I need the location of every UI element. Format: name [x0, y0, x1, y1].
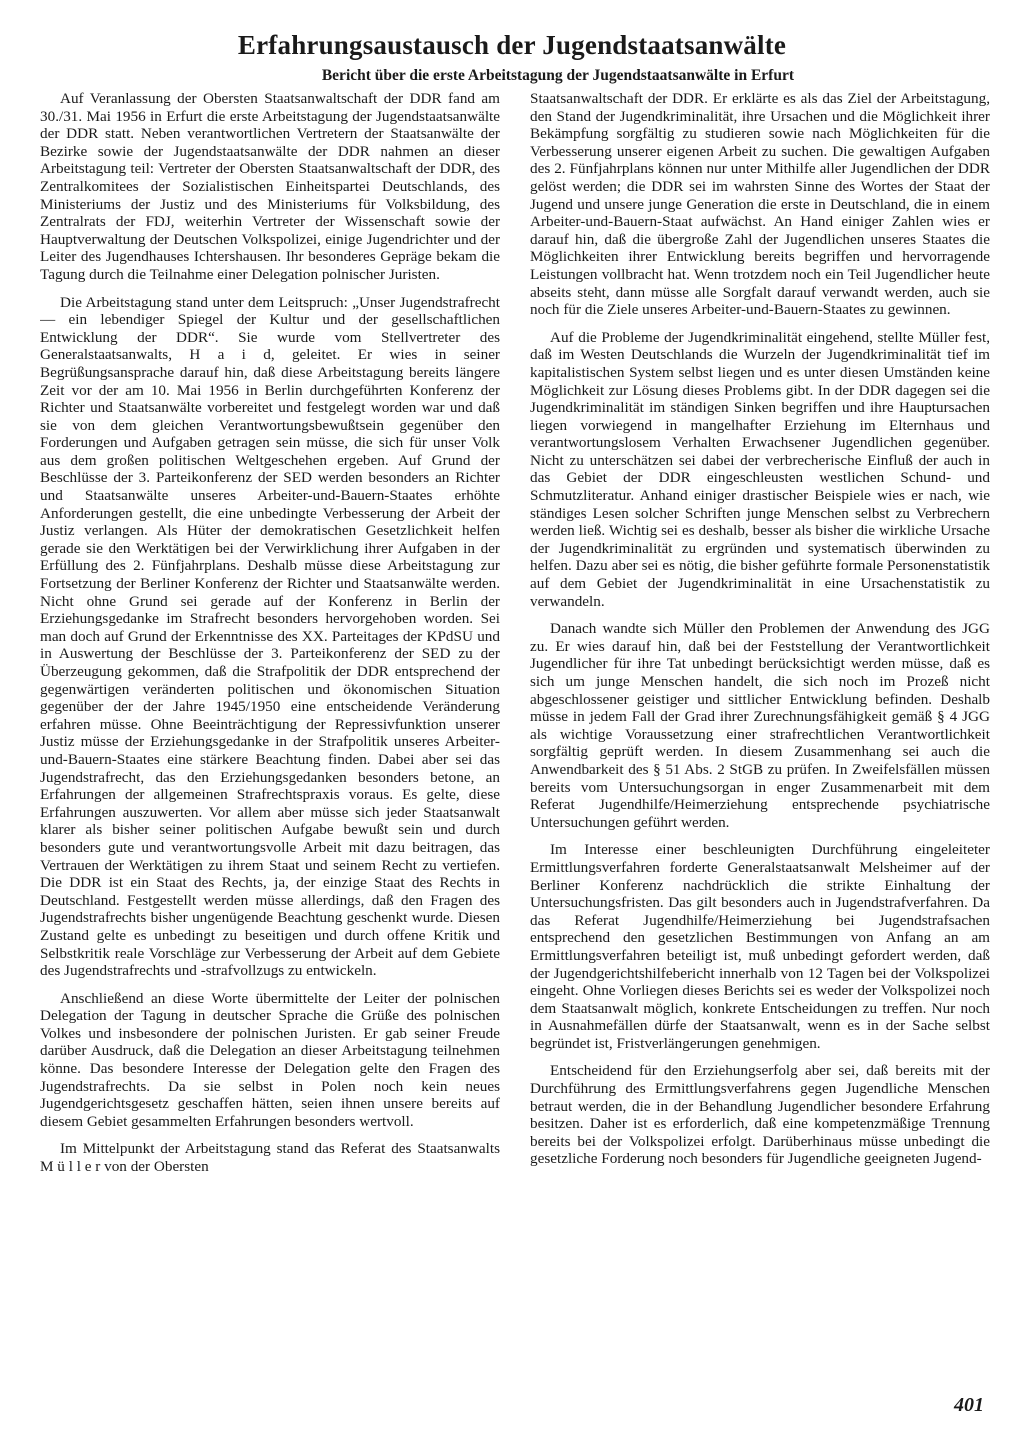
paragraph: Entscheidend für den Erziehungserfolg aber sei, daß bereits mit der Durchführung des Ermittlungsverfahrens gegen Jugendliche Menschen betraut werden, die in der Behandlung Jugendlicher besondere Erfahrung besitzen. Daher ist es erforderlich, daß eine kompetenzmäßige Trennung bereits bei der Volkspolizei erfolgt. Darüberhinaus müsse unbedingt die gesetzliche Forderung noch besonders für Jugendliche geeigneten Jugend- — [530, 1062, 990, 1168]
right-column — [530, 90, 990, 1370]
paragraph: Im Interesse einer beschleunigten Durchführung eingeleiteter Ermittlungsverfahren forderte Generalstaatsanwalt Melsheimer auf der Berliner Konferenz nachdrücklich die strikte Einhaltung der Untersuchungsfristen. Das gilt besonders auch in Jugendstrafverfahren. Da das Referat Jugendhilfe/Heimerziehung bei Jugendstrafsachen entsprechend den gesetzlichen Bestimmungen von Anfang an am Ermittlungsverfahren beteiligt ist, muß unbedingt gefordert werden, daß der Jugendgerichtshilfebericht innerhalb von 12 Tagen bei der Volkspolizei eingeht. Ohne Vorliegen dieses Berichts sei es weder der Volkspolizei noch dem Staatsanwalt möglich, konkrete Entscheidungen zu treffen. Nur noch in Ausnahmefällen dürfe der Staatsanwalt, wenn es in der Sache selbst begründet ist, Fristverlängerungen genehmigen. — [530, 841, 990, 1052]
article-title: Erfahrungsaustausch der Jugendstaatsanwälte — [237, 30, 787, 60]
paragraph: Danach wandte sich Müller den Problemen der Anwendung des JGG zu. Er wies darauf hin, daß bei der Feststellung der Verantwortlichkeit Jugendlicher für ihre Tat unbedingt berücksichtigt werden müsse, daß es sich um junge Menschen handelt, die sich noch im Prozeß nicht abgeschlossener geistiger und sittlicher Entwicklung befinden. Deshalb müsse in jedem Fall der Grad ihrer Zurechnungsfähigkeit gemäß § 4 JGG als wichtige Voraussetzung einer strafrechtlichen Verantwortlichkeit sorgfältig geprüft werden. In diesem Zusammenhang sei auch die Anwendbarkeit des § 51 Abs. 2 StGB zu prüfen. In Zweifelsfällen müssen bereits vom Untersuchungsorgan in enger Zusammenarbeit mit dem Referat Jugendhilfe/Heimerziehung entsprechende psychiatrische Untersuchungen geführt werden. — [530, 620, 990, 831]
paragraph: Auf die Probleme der Jugendkriminalität eingehend, stellte Müller fest, daß im Westen Deutschlands die Wurzeln der Jugendkriminalität tief im kapitalistischen System selbst liegen und es unter diesen Umständen keine Möglichkeit zur Lösung dieses Problems gibt. In der DDR dagegen sei die Jugendkriminalität im ständigen Sinken begriffen und ihre Hauptursachen liegen vorwiegend in mangelhafter Erziehung im Elternhaus und verantwortungslosem Verhalten Erwachsener Jugendlichen gegenüber. Nicht zu unterschätzen sei dabei der verbrecherische Einfluß der auch in das Gebiet der DDR eingeschleusten westlichen Schund- und Schmutzliteratur. Anhand einiger drastischer Beispiele wies er nach, wie ständiges Lesen solcher Schriften junge Menschen selbst zu Verbrechern werden ließ. Wichtig sei es deshalb, besser als bisher die wirkliche Ursache der Jugendkriminalität zu ergründen und systematisch überwinden zu helfen. Dazu aber sei es nötig, die bisher geführte formale Personenstatistik auf dem Gebiet der Jugendkriminalität in eine Ursachenstatistik zu verwandeln. — [530, 328, 990, 610]
article-subtitle: Bericht über die erste Arbeitstagung der Jugendstaatsanwälte in Erfurt — [321, 67, 794, 84]
page-number: 401 — [954, 1394, 984, 1416]
paragraph: Die Arbeitstagung stand unter dem Leitspruch: „Unser Jugendstrafrecht — ein lebendiger Spiegel der Kultur und der gesellschaftlichen Entwicklung der DDR“. Sie wurde vom Stellvertreter des Generalstaatsanwalts, H a i d, geleitet. Er wies in seiner Begrüßungsansprache darauf hin, daß diese Arbeitstagung bereits längere Zeit vor der am 10. Mai 1956 in Berlin durchgeführten Konferenz der Richter und Staatsanwälte vorbereitet und festgelegt worden war und daß sie von dem gleichen Verantwortungsbewußtsein gegenüber den Forderungen und Aufgaben getragen sein müsse, die sich für unser Volk aus dem großen politischen Weltgeschehen ergeben. Auf Grund der Beschlüsse der 3. Parteikonferenz der SED werden besonders an Richter und Staatsanwälte unseres Arbeiter-und-Bauern-Staates erhöhte Anforderungen gestellt, die eine unbedingte Verbesserung der Arbeit der Justiz verlangen. Als Hüter der demokratischen Gesetzlichkeit helfen gerade sie den Werktätigen bei der Verwirklichung ihrer Aufgaben in der Erfüllung des 2. Fünfjahrplans. Deshalb müsse diese Arbeitstagung zur Fortsetzung der Berliner Konferenz der Richter und Staatsanwälte werden. Nicht ohne Grund sei gerade auf der Konferenz in Berlin der Erziehungsgedanke im Strafrecht besonders hervorgehoben worden. Sei man doch auf Grund der Erkenntnisse des XX. Parteitages der KPdSU und in Auswertung der Beschlüsse der 3. Parteikonferenz der SED zu der Überzeugung gekommen, daß die Strafpolitik der DDR entsprechend der gegenwärtigen veränderten politischen und ökonomischen Situation gegenüber der der Jahre 1945/1950 eine entscheidende Veränderung erfahren müsse. Ohne Beeinträchtigung der Repressivfunktion unserer Justiz müsse der Erziehungsgedanke in der Strafpolitik unseres Arbeiter-und-Bauern-Staates eine stärkere Beachtung finden. Dabei aber sei das Jugendstrafrecht, das den Erziehungsgedanken besonders betone, an Erfahrungen der allgemeinen Strafrechtspraxis voraus. Es gelte, diese Erfahrungen auszuwerten. Vor allem aber müsse sich jeder Staatsanwalt klarer als bisher seiner politischen Aufgabe bewußt sein und durch besonders gute und verantwortungsvolle Arbeit mit dazu beitragen, das Vertrauen der Werktätigen zu ihrem Staat und seinem Recht zu vertiefen. Die DDR ist ein Staat des Rechts, ja, der einzige Staat des Rechts in Deutschland. Festgestellt werden müsse allerdings, daß den Fragen des Jugendstrafrechts bisher ungenügende Beachtung geschenkt wurde. Diesen Zustand gelte es unbedingt zu beseitigen und durch offene Kritik und Selbstkritik reale Vorschläge zur Verbesserung der Arbeit auf dem Gebiete des Jugendstrafrechts und -strafvollzugs zu entwickeln. — [40, 293, 500, 980]
article-columns — [40, 90, 990, 1370]
paragraph: Anschließend an diese Worte übermittelte der Leiter der polnischen Delegation der Tagung in deutscher Sprache die Grüße des polnischen Volkes und insbesondere der polnischen Juristen. Er gab seiner Freude darüber Ausdruck, daß die Delegation an dieser Arbeitstagung teilnehmen könne. Das besondere Interesse der Delegation gelte den Fragen des Jugendstrafrechts. Da sie selbst in Polen noch kein neues Jugendgerichtsgesetz geschaffen hätten, seien ihnen unsere bereits auf diesem Gebiet gesammelten Erfahrungen besonders wertvoll. — [40, 989, 500, 1130]
paragraph: Auf Veranlassung der Obersten Staatsanwaltschaft der DDR fand am 30./31. Mai 1956 in Erfurt die erste Arbeitstagung der Jugendstaatsanwälte der DDR statt. Neben verantwortlichen Vertretern der Staatsanwälte der Bezirke sowie der Jugendstaatsanwälte der DDR nahmen an dieser Arbeitstagung teil: Vertreter der Obersten Staatsanwaltschaft der DDR, des Zentralkomitees der Sozialistischen Einheitspartei Deutschlands, des Ministeriums der Justiz und des Ministeriums für Volksbildung, des Zentralrats der FDJ, weiterhin Vertreter der Wissenschaft sowie der Hauptverwaltung der Deutschen Volkspolizei, einige Jugendrichter und der Leiter des Jugendhauses Ichtershausen. Ihr besonderes Gepräge bekam die Tagung durch die Teilnahme einer Delegation polnischer Juristen. — [40, 90, 500, 283]
paragraph: Im Mittelpunkt der Arbeitstagung stand das Referat des Staatsanwalts M ü l l e r von der Obersten — [40, 1140, 500, 1176]
paragraph: Staatsanwaltschaft der DDR. Er erklärte es als das Ziel der Arbeitstagung, den Stand der Jugendkriminalität, ihre Ursachen und die Möglichkeit ihrer Bekämpfung sorgfältig zu studieren sowie nach Möglichkeiten für die Verbesserung unserer eigenen Arbeit zu suchen. Die gewaltigen Aufgaben des 2. Fünfjahrplans können nur unter Mithilfe aller Jugendlichen der DDR gelöst werden; die DDR sei im wahrsten Sinne des Wortes der Staat der Jugend und unsere junge Generation die erste in Deutschland, die in einem Arbeiter-und-Bauern-Staat aufwächst. An Hand einiger Zahlen wies er darauf hin, daß die übergroße Zahl der Jugendlichen unseres Staates die Möglichkeiten ihrer Entwicklung bereits begriffen und hervorragende Leistungen vollbracht hat. Wenn trotzdem noch ein Teil Jugendlicher heute abseits steht, dann müsse alle Sorgfalt darauf verwandt werden, auch sie noch für die Ziele unseres Arbeiter-und-Bauern-Staates zu gewinnen. — [530, 90, 990, 319]
left-column — [40, 90, 500, 1370]
